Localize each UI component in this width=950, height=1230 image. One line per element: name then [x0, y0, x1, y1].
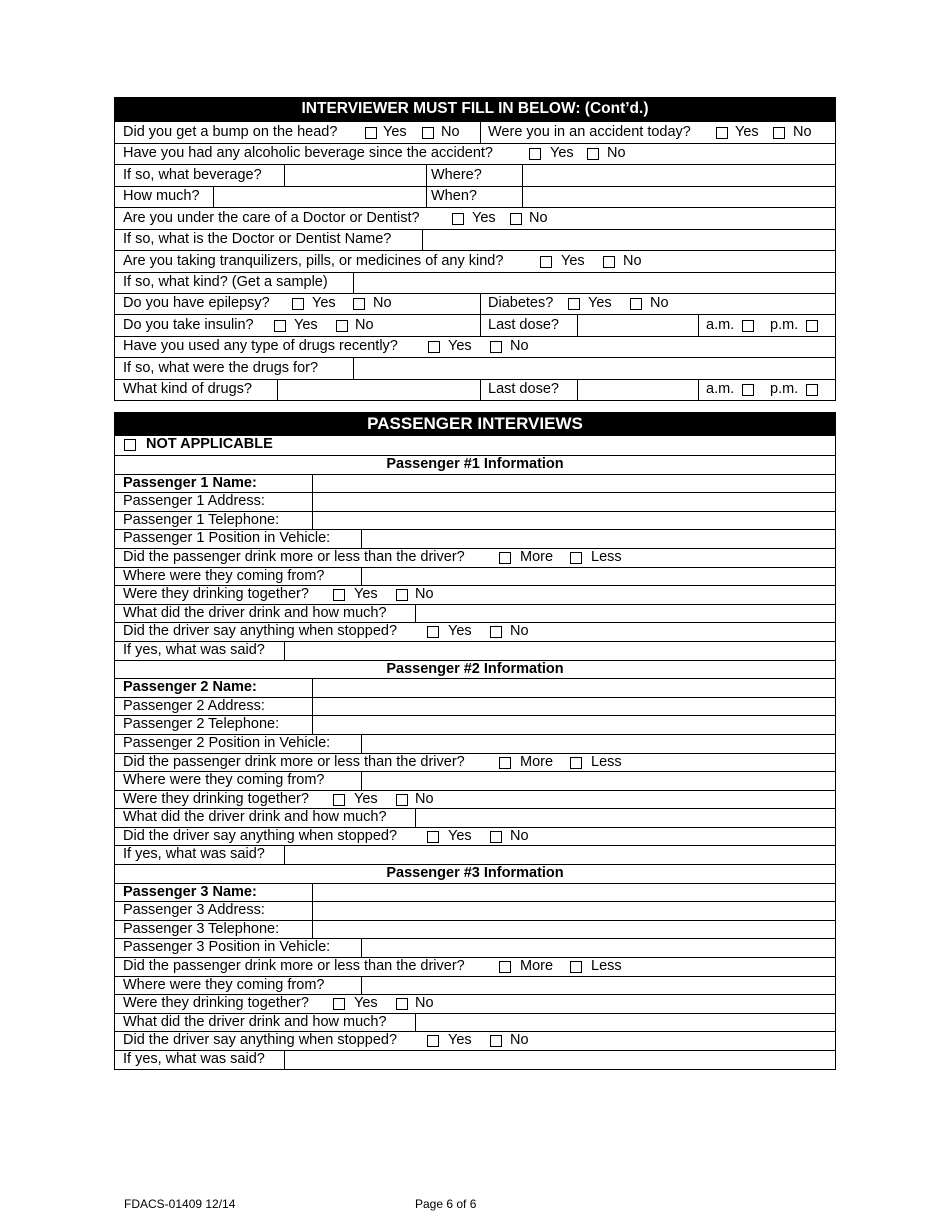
row-not-applicable: [115, 436, 835, 455]
passenger-1-together-row: [115, 585, 835, 604]
divider: [312, 884, 313, 902]
alcohol-no-label: No: [607, 145, 626, 161]
drugs-yes-label: Yes: [448, 338, 472, 354]
drugs-last-dose-label: Last dose?: [488, 381, 559, 397]
passenger-3-driver-say-label: Did the driver say anything when stopped?: [123, 1032, 398, 1049]
insulin-pm-label: p.m.: [770, 317, 799, 333]
passenger-1-together-label: Were they drinking together?: [123, 586, 309, 603]
passenger-1-address-row: [115, 492, 835, 511]
beverage-question: If so, what beverage?: [123, 167, 262, 183]
doctor-name-question: If so, what is the Doctor or Dentist Name?: [123, 231, 392, 247]
passenger-3-together-yes-checkbox[interactable]: [333, 998, 345, 1010]
drugs-yes-checkbox[interactable]: [428, 341, 440, 353]
row-how-much: [115, 186, 835, 207]
passenger-3-together-no-checkbox[interactable]: [396, 998, 408, 1010]
insulin-last-dose-label: Last dose?: [488, 317, 559, 333]
diabetes-no-checkbox[interactable]: [630, 298, 642, 310]
diabetes-no-label: No: [650, 295, 669, 311]
passenger-header-title: PASSENGER INTERVIEWS: [367, 414, 583, 433]
insulin-no-checkbox[interactable]: [336, 320, 348, 332]
passenger-2-together-no-label: No: [415, 790, 434, 807]
doctor-yes-label: Yes: [472, 210, 496, 226]
drugs-am-label: a.m.: [706, 381, 735, 397]
passenger-2-what-said-label: If yes, what was said?: [123, 846, 265, 863]
passenger-1-coming-from-row: [115, 567, 835, 586]
divider: [361, 568, 362, 586]
insulin-am-checkbox[interactable]: [742, 320, 754, 332]
passenger-3-coming-from-label: Where were they coming from?: [123, 976, 325, 993]
passenger-3-drink-compare-row: [115, 957, 835, 976]
passenger-2-together-row: [115, 790, 835, 809]
form-id: FDACS-01409 12/14: [124, 1197, 236, 1211]
alcohol-question: Have you had any alcoholic beverage since the accident?: [123, 145, 493, 161]
divider: [361, 939, 362, 957]
interviewer-header: [115, 98, 835, 121]
drugs-no-checkbox[interactable]: [490, 341, 502, 353]
epilepsy-yes-checkbox[interactable]: [292, 298, 304, 310]
passenger-2-more-checkbox[interactable]: [499, 757, 511, 769]
divider: [284, 642, 285, 660]
divider: [312, 475, 313, 493]
passenger-2-driver-drink-label: What did the driver drink and how much?: [123, 809, 387, 826]
passenger-3-less-label: Less: [591, 958, 622, 975]
diabetes-question: Diabetes?: [488, 295, 554, 311]
insulin-question: Do you take insulin?: [123, 317, 254, 333]
passenger-1-driver-say-yes-checkbox[interactable]: [427, 626, 439, 638]
epilepsy-yes-label: Yes: [312, 295, 336, 311]
divider: [312, 679, 313, 697]
passenger-2-coming-from-row: [115, 771, 835, 790]
meds-no-checkbox[interactable]: [603, 256, 615, 268]
passenger-1-position-row: [115, 529, 835, 548]
passenger-1-name-row: [115, 474, 835, 493]
passenger-1-less-label: Less: [591, 548, 622, 565]
bump-head-no-checkbox[interactable]: [422, 127, 434, 139]
passenger-table: [114, 412, 836, 1070]
passenger-1-name-label: Passenger 1 Name:: [123, 474, 257, 491]
drugs-pm-checkbox[interactable]: [806, 384, 818, 396]
passenger-2-driver-say-yes-checkbox[interactable]: [427, 831, 439, 843]
insulin-pm-checkbox[interactable]: [806, 320, 818, 332]
passenger-1-together-no-checkbox[interactable]: [396, 589, 408, 601]
row-bump-accident: [115, 121, 835, 143]
passenger-3-more-checkbox[interactable]: [499, 961, 511, 973]
passenger-2-title-row: [115, 660, 835, 679]
passenger-1-driver-say-no-checkbox[interactable]: [490, 626, 502, 638]
when-label: When?: [431, 188, 477, 204]
diabetes-yes-label: Yes: [588, 295, 612, 311]
row-drugs-kind: [115, 379, 835, 400]
accident-question: Were you in an accident today?: [488, 124, 691, 140]
divider: [415, 809, 416, 827]
passenger-2-driver-say-yes-label: Yes: [448, 827, 472, 844]
passenger-2-position-row: [115, 734, 835, 753]
passenger-2-telephone-label: Passenger 2 Telephone:: [123, 716, 280, 733]
passenger-2-less-label: Less: [591, 753, 622, 770]
passenger-1-drink-compare-label: Did the passenger drink more or less than the driver?: [123, 548, 465, 565]
drugs-pm-label: p.m.: [770, 381, 799, 397]
row-doctor-name: [115, 229, 835, 250]
passenger-2-position-label: Passenger 2 Position in Vehicle:: [123, 734, 331, 751]
meds-no-label: No: [623, 253, 642, 269]
epilepsy-question: Do you have epilepsy?: [123, 295, 270, 311]
passenger-1-telephone-row: [115, 511, 835, 530]
passenger-2-driver-say-label: Did the driver say anything when stopped?: [123, 827, 398, 844]
insulin-am-label: a.m.: [706, 317, 735, 333]
divider: [284, 1051, 285, 1069]
row-drugs-for: [115, 357, 835, 379]
passenger-3-coming-from-row: [115, 976, 835, 995]
divider: [361, 772, 362, 790]
passenger-2-address-label: Passenger 2 Address:: [123, 697, 265, 714]
epilepsy-no-checkbox[interactable]: [353, 298, 365, 310]
where-label: Where?: [431, 167, 482, 183]
passenger-2-title: Passenger #2 Information: [386, 660, 564, 677]
passenger-3-address-label: Passenger 3 Address:: [123, 902, 265, 919]
drugs-for-question: If so, what were the drugs for?: [123, 360, 319, 376]
divider: [312, 902, 313, 920]
passenger-1-together-yes-label: Yes: [354, 586, 378, 603]
passenger-2-together-no-checkbox[interactable]: [396, 794, 408, 806]
insulin-yes-checkbox[interactable]: [274, 320, 286, 332]
epilepsy-no-label: No: [373, 295, 392, 311]
passenger-3-name-row: [115, 883, 835, 902]
passenger-3-more-label: More: [520, 958, 554, 975]
accident-yes-checkbox[interactable]: [716, 127, 728, 139]
passenger-3-driver-say-row: [115, 1031, 835, 1050]
divider: [361, 977, 362, 995]
passenger-3-title-row: [115, 864, 835, 883]
accident-no-label: No: [793, 124, 812, 140]
passenger-1-coming-from-label: Where were they coming from?: [123, 567, 325, 584]
divider: [361, 735, 362, 753]
passenger-2-driver-say-no-label: No: [510, 827, 529, 844]
how-much-question: How much?: [123, 188, 200, 204]
doctor-question: Are you under the care of a Doctor or Dentist?: [123, 210, 420, 226]
passenger-1-what-said-row: [115, 641, 835, 660]
passenger-3-drink-compare-label: Did the passenger drink more or less than the driver?: [123, 958, 465, 975]
drugs-question: Have you used any type of drugs recently?: [123, 338, 398, 354]
passenger-3-what-said-label: If yes, what was said?: [123, 1051, 265, 1067]
passenger-3-driver-say-no-checkbox[interactable]: [490, 1035, 502, 1047]
accident-yes-label: Yes: [735, 124, 759, 140]
passenger-3-title: Passenger #3 Information: [386, 865, 564, 882]
divider: [361, 530, 362, 548]
passenger-2-address-row: [115, 697, 835, 716]
passenger-2-telephone-row: [115, 715, 835, 734]
divider: [312, 921, 313, 939]
row-meds: [115, 250, 835, 272]
passenger-1-title-row: [115, 455, 835, 474]
passenger-1-driver-say-yes-label: Yes: [448, 623, 472, 640]
passenger-3-address-row: [115, 901, 835, 920]
page-number: Page 6 of 6: [415, 1197, 477, 1211]
alcohol-no-checkbox[interactable]: [587, 148, 599, 160]
divider: [284, 846, 285, 864]
doctor-no-checkbox[interactable]: [510, 213, 522, 225]
passenger-3-together-yes-label: Yes: [354, 995, 378, 1012]
passenger-1-driver-say-no-label: No: [510, 623, 529, 640]
passenger-1-drink-compare-row: [115, 548, 835, 567]
passenger-1-less-checkbox[interactable]: [570, 552, 582, 564]
row-alcohol: [115, 143, 835, 164]
insulin-yes-label: Yes: [294, 317, 318, 333]
passenger-3-together-no-label: No: [415, 995, 434, 1012]
passenger-3-driver-say-yes-checkbox[interactable]: [427, 1035, 439, 1047]
insulin-no-label: No: [355, 317, 374, 333]
interviewer-header-title: INTERVIEWER MUST FILL IN BELOW: (Cont’d.): [301, 100, 649, 117]
passenger-2-more-label: More: [520, 753, 554, 770]
bump-head-yes-label: Yes: [383, 124, 407, 140]
passenger-2-coming-from-label: Where were they coming from?: [123, 772, 325, 789]
not-applicable-label: NOT APPLICABLE: [146, 436, 273, 452]
passenger-2-driver-drink-row: [115, 808, 835, 827]
passenger-2-together-yes-checkbox[interactable]: [333, 794, 345, 806]
passenger-2-name-label: Passenger 2 Name:: [123, 679, 257, 696]
bump-head-question: Did you get a bump on the head?: [123, 124, 338, 140]
divider: [312, 698, 313, 716]
passenger-3-driver-drink-label: What did the driver drink and how much?: [123, 1013, 387, 1030]
doctor-yes-checkbox[interactable]: [452, 213, 464, 225]
divider: [415, 1014, 416, 1032]
passenger-3-name-label: Passenger 3 Name:: [123, 883, 257, 900]
divider: [312, 493, 313, 511]
row-meds-kind: [115, 272, 835, 293]
passenger-3-less-checkbox[interactable]: [570, 961, 582, 973]
passenger-3-driver-drink-row: [115, 1013, 835, 1032]
divider: [415, 605, 416, 623]
meds-kind-question: If so, what kind? (Get a sample): [123, 274, 328, 290]
row-beverage: [115, 164, 835, 186]
passenger-1-what-said-label: If yes, what was said?: [123, 641, 265, 658]
passenger-1-driver-say-row: [115, 622, 835, 641]
passenger-3-together-label: Were they drinking together?: [123, 995, 309, 1012]
meds-yes-label: Yes: [561, 253, 585, 269]
divider: [312, 512, 313, 530]
passenger-2-together-label: Were they drinking together?: [123, 790, 309, 807]
passenger-1-address-label: Passenger 1 Address:: [123, 493, 265, 510]
divider: [312, 716, 313, 734]
passenger-1-telephone-label: Passenger 1 Telephone:: [123, 511, 280, 528]
passenger-1-together-yes-checkbox[interactable]: [333, 589, 345, 601]
passenger-2-driver-say-row: [115, 827, 835, 846]
meds-question: Are you taking tranquilizers, pills, or medicines of any kind?: [123, 253, 504, 269]
passenger-3-telephone-label: Passenger 3 Telephone:: [123, 920, 280, 937]
alcohol-yes-checkbox[interactable]: [529, 148, 541, 160]
meds-yes-checkbox[interactable]: [540, 256, 552, 268]
drugs-am-checkbox[interactable]: [742, 384, 754, 396]
passenger-1-more-label: More: [520, 548, 554, 565]
passenger-header: [115, 413, 835, 436]
row-doctor: [115, 207, 835, 229]
passenger-3-driver-say-yes-label: Yes: [448, 1032, 472, 1049]
passenger-1-driver-say-label: Did the driver say anything when stopped?: [123, 623, 398, 640]
interviewer-table: [114, 97, 836, 401]
passenger-2-together-yes-label: Yes: [354, 790, 378, 807]
passenger-3-driver-say-no-label: No: [510, 1032, 529, 1049]
passenger-1-together-no-label: No: [415, 586, 434, 603]
not-applicable-checkbox[interactable]: [124, 439, 136, 451]
passenger-3-position-row: [115, 938, 835, 957]
doctor-no-label: No: [529, 210, 548, 226]
passenger-2-name-row: [115, 678, 835, 697]
bump-head-yes-checkbox[interactable]: [365, 127, 377, 139]
passenger-3-what-said-row: [115, 1050, 835, 1069]
drugs-no-label: No: [510, 338, 529, 354]
alcohol-yes-label: Yes: [550, 145, 574, 161]
passenger-1-position-label: Passenger 1 Position in Vehicle:: [123, 530, 331, 547]
passenger-3-together-row: [115, 994, 835, 1013]
row-insulin: [115, 314, 835, 336]
passenger-3-telephone-row: [115, 920, 835, 939]
drugs-kind-question: What kind of drugs?: [123, 381, 252, 397]
row-drugs: [115, 336, 835, 357]
passenger-2-less-checkbox[interactable]: [570, 757, 582, 769]
accident-no-checkbox[interactable]: [773, 127, 785, 139]
passenger-1-more-checkbox[interactable]: [499, 552, 511, 564]
row-epilepsy: [115, 293, 835, 314]
passenger-1-title: Passenger #1 Information: [386, 456, 564, 472]
passenger-2-what-said-row: [115, 845, 835, 864]
passenger-2-drink-compare-label: Did the passenger drink more or less than the driver?: [123, 753, 465, 770]
bump-head-no-label: No: [441, 124, 460, 140]
diabetes-yes-checkbox[interactable]: [568, 298, 580, 310]
passenger-2-drink-compare-row: [115, 753, 835, 772]
passenger-2-driver-say-no-checkbox[interactable]: [490, 831, 502, 843]
passenger-3-position-label: Passenger 3 Position in Vehicle:: [123, 939, 331, 956]
passenger-1-driver-drink-label: What did the driver drink and how much?: [123, 604, 387, 621]
passenger-1-driver-drink-row: [115, 604, 835, 623]
